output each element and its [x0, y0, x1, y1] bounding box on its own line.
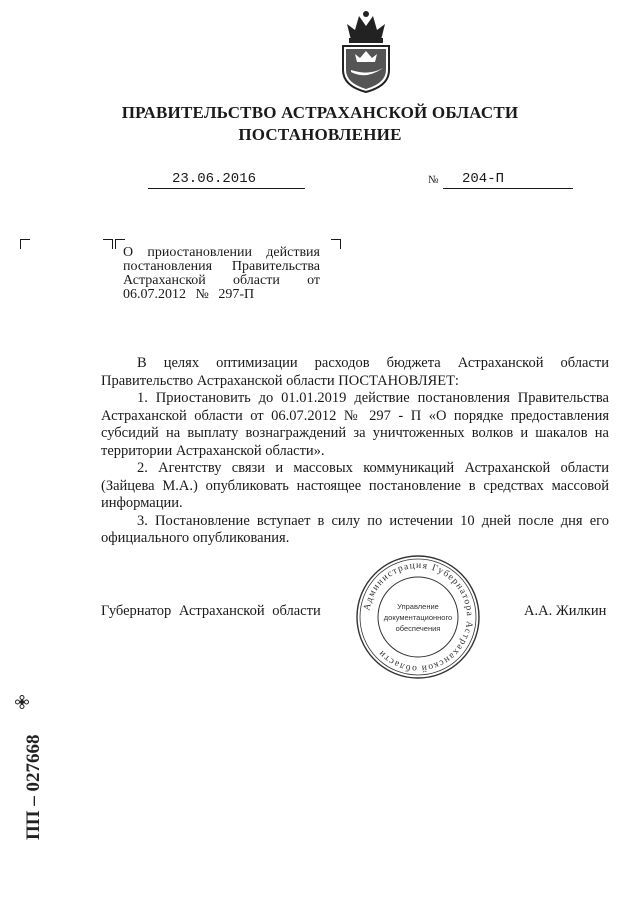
- subject-line: 06.07.2012 № 297-П: [123, 287, 255, 302]
- subject-line: постановления Правительства: [123, 259, 320, 274]
- signatory-position: Губернатор Астраханской области: [101, 603, 321, 619]
- subject-corner-mark: [331, 239, 341, 249]
- stamp-inner-line: Управление: [397, 602, 439, 611]
- body-paragraph: [101, 355, 609, 548]
- clause-2-paragraph: 2. Агентству связи и массовых коммуникаций Астраханской области (Зайцева М.А.) опубликовать настоящее постановление в средствах массовой информации.: [101, 460, 609, 511]
- stamp-inner-line: документационного: [383, 613, 453, 622]
- document-date: 23.06.2016: [172, 171, 257, 187]
- subject-line: О приостановлении действия: [123, 245, 320, 260]
- stamp-inner-line: обеспечения: [395, 624, 441, 633]
- subject-corner-mark: [103, 239, 113, 249]
- signatory-name: А.А. Жилкин: [524, 603, 607, 619]
- stamp-outer-text: Администрация Губернатора Астраханской области: [362, 560, 475, 674]
- clause-3-paragraph: 3. Постановление вступает в силу по истечении 10 дней после дня его официального опубликования.: [101, 512, 609, 546]
- document-number: 204-П: [462, 171, 505, 187]
- document-type-title: ПОСТАНОВЛЕНИЕ: [238, 125, 402, 144]
- coat-of-arms-emblem: [333, 10, 399, 94]
- government-title: ПРАВИТЕЛЬСТВО АСТРАХАНСКОЙ ОБЛАСТИ: [121, 103, 519, 122]
- flower-icon: [16, 696, 29, 709]
- subject-line: Астраханской области от: [123, 273, 320, 288]
- margin-corner-mark: [20, 239, 30, 249]
- official-stamp: [355, 554, 481, 680]
- preamble-paragraph: В целях оптимизации расходов бюджета Астраханской области Правительство Астраханской области ПОСТАНОВЛЯЕТ:: [101, 355, 609, 389]
- document-subject: [123, 246, 320, 302]
- clause-1-paragraph: 1. Приостановить до 01.01.2019 действие постановления Правительства Астраханской области от 06.07.2012 № 297 - П «О порядке предоставления субсидий на выплату вознаграждений за уничтоженных волков и шакалов на территории Астраханской области».: [101, 390, 609, 459]
- number-label: №: [428, 174, 439, 186]
- side-registration-code: [10, 690, 50, 840]
- side-code-text: ПП – 027668: [23, 734, 44, 840]
